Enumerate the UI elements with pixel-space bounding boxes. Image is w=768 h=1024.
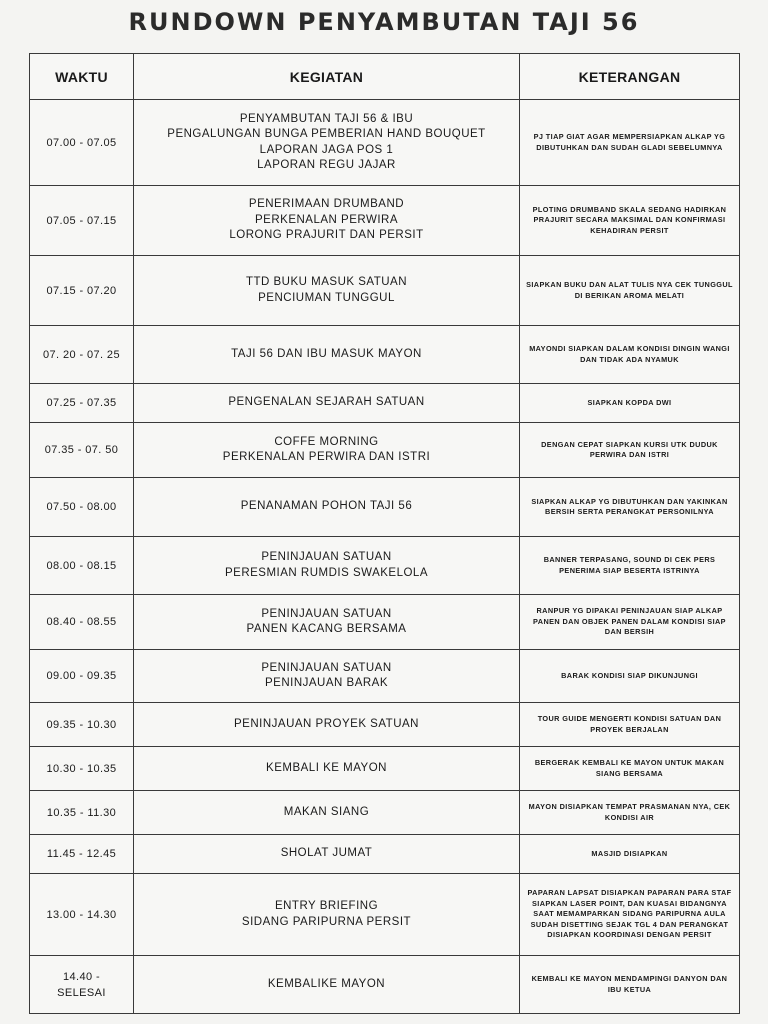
activity-line: PANEN KACANG BERSAMA	[246, 623, 407, 635]
activity-line: PENERIMAAN DRUMBAND	[248, 198, 405, 211]
time-cell: 09.35 - 10.30	[30, 703, 134, 747]
activity-line: PENGALUNGAN BUNGA PEMBERIAN HAND BOUQUET	[167, 128, 486, 140]
note-cell: MAYONDI SIAPKAN DALAM KONDISI DINGIN WANGI DAN TIDAK ADA NYAMUK	[520, 326, 740, 384]
time-cell: 14.40 - SELESAI	[30, 956, 134, 1014]
column-header-kegiatan: KEGIATAN	[134, 54, 520, 100]
table-row	[30, 326, 740, 384]
table-row	[30, 478, 740, 537]
activity-cell	[134, 835, 520, 874]
time-cell: 07.00 - 07.05	[30, 100, 134, 186]
note-cell: TOUR GUIDE MENGERTI KONDISI SATUAN DAN PROYEK BERJALAN	[520, 703, 740, 747]
activity-line: PENINJAUAN SATUAN	[261, 551, 392, 563]
time-cell: 10.30 - 10.35	[30, 747, 134, 791]
page-title: RUNDOWN PENYAMBUTAN TAJI 56	[128, 8, 640, 36]
table-row	[30, 747, 740, 791]
activity-line: PENINJAUAN PROYEK SATUAN	[234, 717, 419, 730]
activity-cell	[134, 595, 520, 650]
time-cell: 07.50 - 08.00	[30, 478, 134, 537]
note-cell: DENGAN CEPAT SIAPKAN KURSI UTK DUDUK PERWIRA DAN ISTRI	[520, 423, 740, 478]
note-cell: SIAPKAN BUKU DAN ALAT TULIS NYA CEK TUNGGUL DI BERIKAN AROMA MELATI	[520, 256, 740, 326]
table-row	[30, 595, 740, 650]
table-body	[30, 100, 740, 1014]
activity-cell	[134, 537, 520, 595]
table-row	[30, 384, 740, 423]
note-cell: BARAK KONDISI SIAP DIKUNJUNGI	[520, 650, 740, 703]
table-row	[30, 650, 740, 703]
activity-line: TTD BUKU MASUK SATUAN	[245, 276, 408, 288]
activity-cell	[134, 256, 520, 326]
activity-line: LAPORAN JAGA POS 1	[259, 143, 394, 156]
activity-line: PENANAMAN POHON TAJI 56	[240, 500, 413, 513]
activity-line: PENINJAUAN BARAK	[264, 677, 389, 689]
time-cell: 07.05 - 07.15	[30, 186, 134, 256]
activity-line: PENYAMBUTAN TAJI 56 & IBU	[239, 112, 414, 125]
time-cell: 07.25 - 07.35	[30, 384, 134, 423]
note-cell: PLOTING DRUMBAND SKALA SEDANG HADIRKAN PRAJURIT SECARA MAKSIMAL DAN KONFIRMASI KEHADIRAN PERSIT	[520, 186, 740, 256]
activity-cell	[134, 478, 520, 537]
activity-cell	[134, 650, 520, 703]
table-row	[30, 100, 740, 186]
activity-line: TAJI 56 DAN IBU MASUK MAYON	[231, 347, 422, 360]
table-row	[30, 791, 740, 835]
activity-cell	[134, 186, 520, 256]
time-cell: 10.35 - 11.30	[30, 791, 134, 835]
note-cell: PAPARAN LAPSAT DISIAPKAN PAPARAN PARA STAF SIAPKAN LASER POINT, DAN KUASAI BIDANGNYA SAAT MEMAMPARKAN SIDANG PARIPURNA AULA SUDAH DISETTING SEJAK TGL 4 DAN PERANGKAT DISIAPKAN KOORDINASI DENGAN PERSIT	[520, 874, 740, 956]
time-cell: 13.00 - 14.30	[30, 874, 134, 956]
time-cell: 11.45 - 12.45	[30, 835, 134, 874]
rundown-table	[29, 53, 740, 1014]
table-row	[30, 835, 740, 874]
time-cell: 08.00 - 08.15	[30, 537, 134, 595]
activity-line: SHOLAT JUMAT	[280, 847, 373, 860]
activity-cell	[134, 956, 520, 1014]
column-header-waktu: WAKTU	[30, 54, 134, 100]
activity-cell	[134, 747, 520, 791]
activity-line: ENTRY BRIEFING	[274, 900, 379, 912]
table-row	[30, 956, 740, 1014]
activity-line: LORONG PRAJURIT DAN PERSIT	[229, 229, 424, 242]
time-cell: 08.40 - 08.55	[30, 595, 134, 650]
activity-cell	[134, 423, 520, 478]
note-cell: MAYON DISIAPKAN TEMPAT PRASMANAN NYA, CEK KONDISI AIR	[520, 791, 740, 835]
table-row	[30, 874, 740, 956]
activity-line: PERKENALAN PERWIRA DAN ISTRI	[222, 451, 431, 463]
activity-cell	[134, 326, 520, 384]
time-cell: 07.35 - 07. 50	[30, 423, 134, 478]
note-cell: BANNER TERPASANG, SOUND DI CEK PERS PENERIMA SIAP BESERTA ISTRINYA	[520, 537, 740, 595]
table-header-row	[30, 54, 740, 100]
activity-line: COFFE MORNING	[274, 435, 379, 448]
table-row	[30, 703, 740, 747]
table-row	[30, 423, 740, 478]
table-row	[30, 537, 740, 595]
activity-line: SIDANG PARIPURNA PERSIT	[241, 915, 412, 928]
note-cell: MASJID DISIAPKAN	[520, 835, 740, 874]
note-cell: KEMBALI KE MAYON MENDAMPINGI DANYON DAN IBU KETUA	[520, 956, 740, 1014]
activity-line: PENCIUMAN TUNGGUL	[258, 291, 395, 304]
note-cell: RANPUR YG DIPAKAI PENINJAUAN SIAP ALKAP PANEN DAN OBJEK PANEN DALAM KONDISI SIAP DAN BERSIH	[520, 595, 740, 650]
note-cell: PJ TIAP GIAT AGAR MEMPERSIAPKAN ALKAP YG DIBUTUHKAN DAN SUDAH GLADI SEBELUMNYA	[520, 100, 740, 186]
time-cell: 07.15 - 07.20	[30, 256, 134, 326]
time-cell: 09.00 - 09.35	[30, 650, 134, 703]
activity-cell	[134, 703, 520, 747]
activity-line: MAKAN SIANG	[283, 805, 370, 818]
activity-line: PENGENALAN SEJARAH SATUAN	[228, 396, 425, 409]
note-cell: BERGERAK KEMBALI KE MAYON UNTUK MAKAN SIANG BERSAMA	[520, 747, 740, 791]
note-cell: SIAPKAN KOPDA DWI	[520, 384, 740, 423]
column-header-keterangan: KETERANGAN	[520, 54, 740, 100]
table-row	[30, 256, 740, 326]
note-cell: SIAPKAN ALKAP YG DIBUTUHKAN DAN YAKINKAN BERSIH SERTA PERANGKAT PERSONILNYA	[520, 478, 740, 537]
activity-line: PENINJAUAN SATUAN	[261, 607, 392, 620]
activity-cell	[134, 791, 520, 835]
activity-cell	[134, 100, 520, 186]
activity-line: PERKENALAN PERWIRA	[255, 213, 398, 226]
activity-line: KEMBALI KE MAYON	[266, 761, 387, 774]
activity-line: PERESMIAN RUMDIS SWAKELOLA	[224, 566, 428, 579]
activity-line: LAPORAN REGU JAJAR	[257, 159, 396, 171]
activity-cell	[134, 384, 520, 423]
activity-cell	[134, 874, 520, 956]
table-row	[30, 186, 740, 256]
activity-line: PENINJAUAN SATUAN	[261, 661, 392, 674]
time-cell: 07. 20 - 07. 25	[30, 326, 134, 384]
activity-line: KEMBALIKE MAYON	[267, 977, 386, 990]
